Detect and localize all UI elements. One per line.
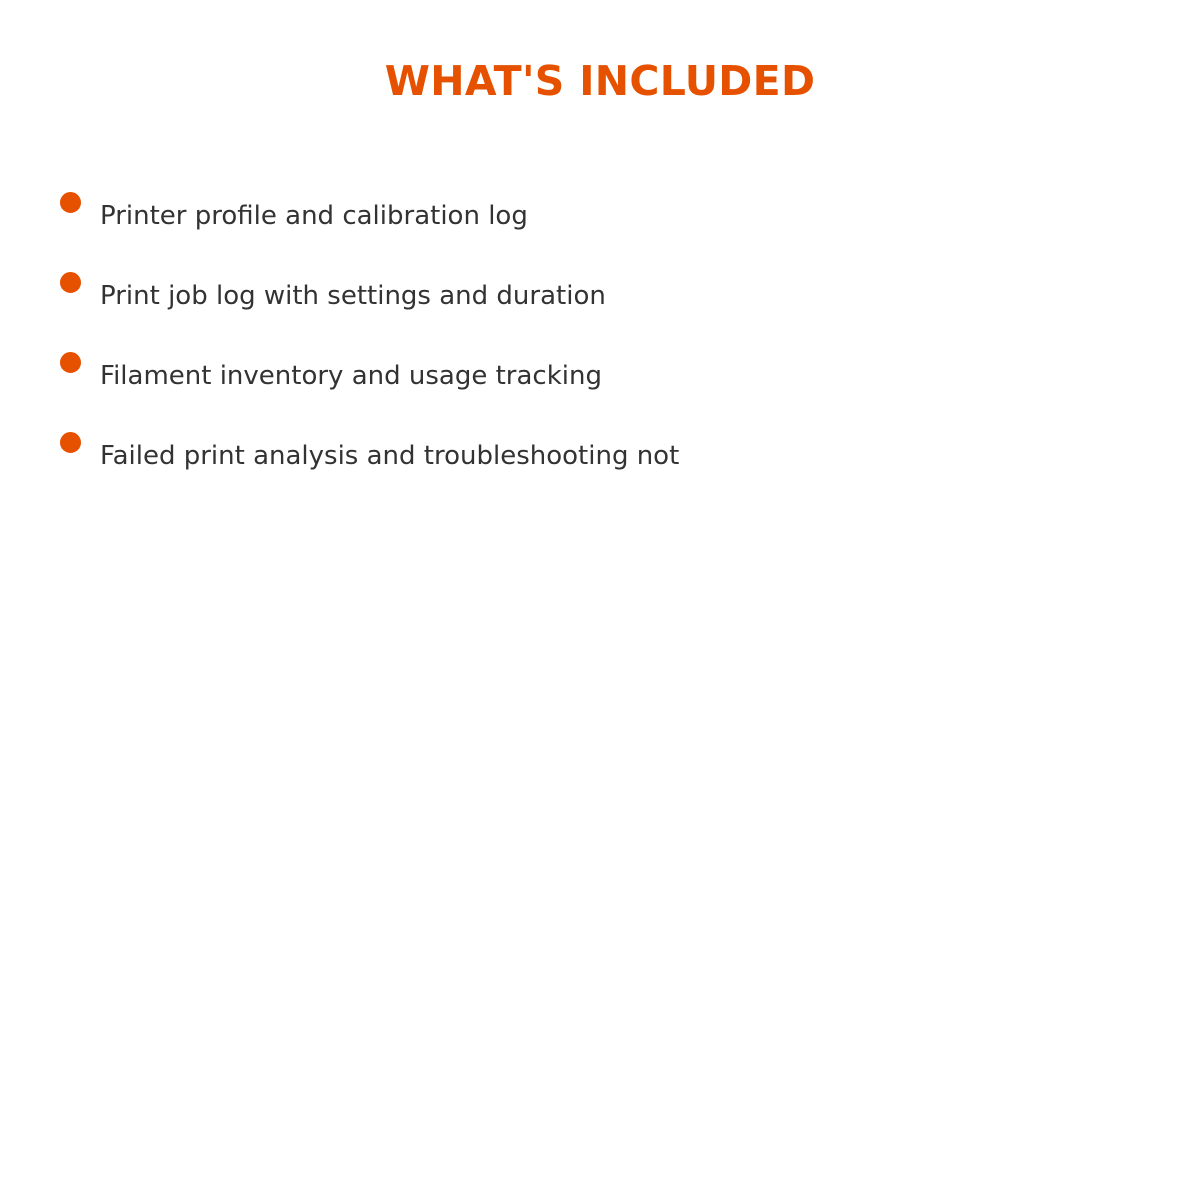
feature-list bbox=[60, 190, 1140, 510]
bullet-icon bbox=[60, 432, 81, 453]
list-item-label: Filament inventory and usage tracking bbox=[100, 361, 602, 391]
list-item bbox=[60, 430, 1140, 510]
bullet-icon bbox=[60, 192, 81, 213]
list-item-label: Failed print analysis and troubleshooting not bbox=[100, 441, 680, 471]
bullet-icon bbox=[60, 272, 81, 293]
page-title: WHAT'S INCLUDED bbox=[384, 57, 816, 105]
list-item bbox=[60, 350, 1140, 430]
list-item bbox=[60, 190, 1140, 270]
list-item-label: Printer profile and calibration log bbox=[100, 201, 528, 231]
bullet-icon bbox=[60, 352, 81, 373]
list-item bbox=[60, 270, 1140, 350]
list-item-label: Print job log with settings and duration bbox=[100, 281, 606, 311]
